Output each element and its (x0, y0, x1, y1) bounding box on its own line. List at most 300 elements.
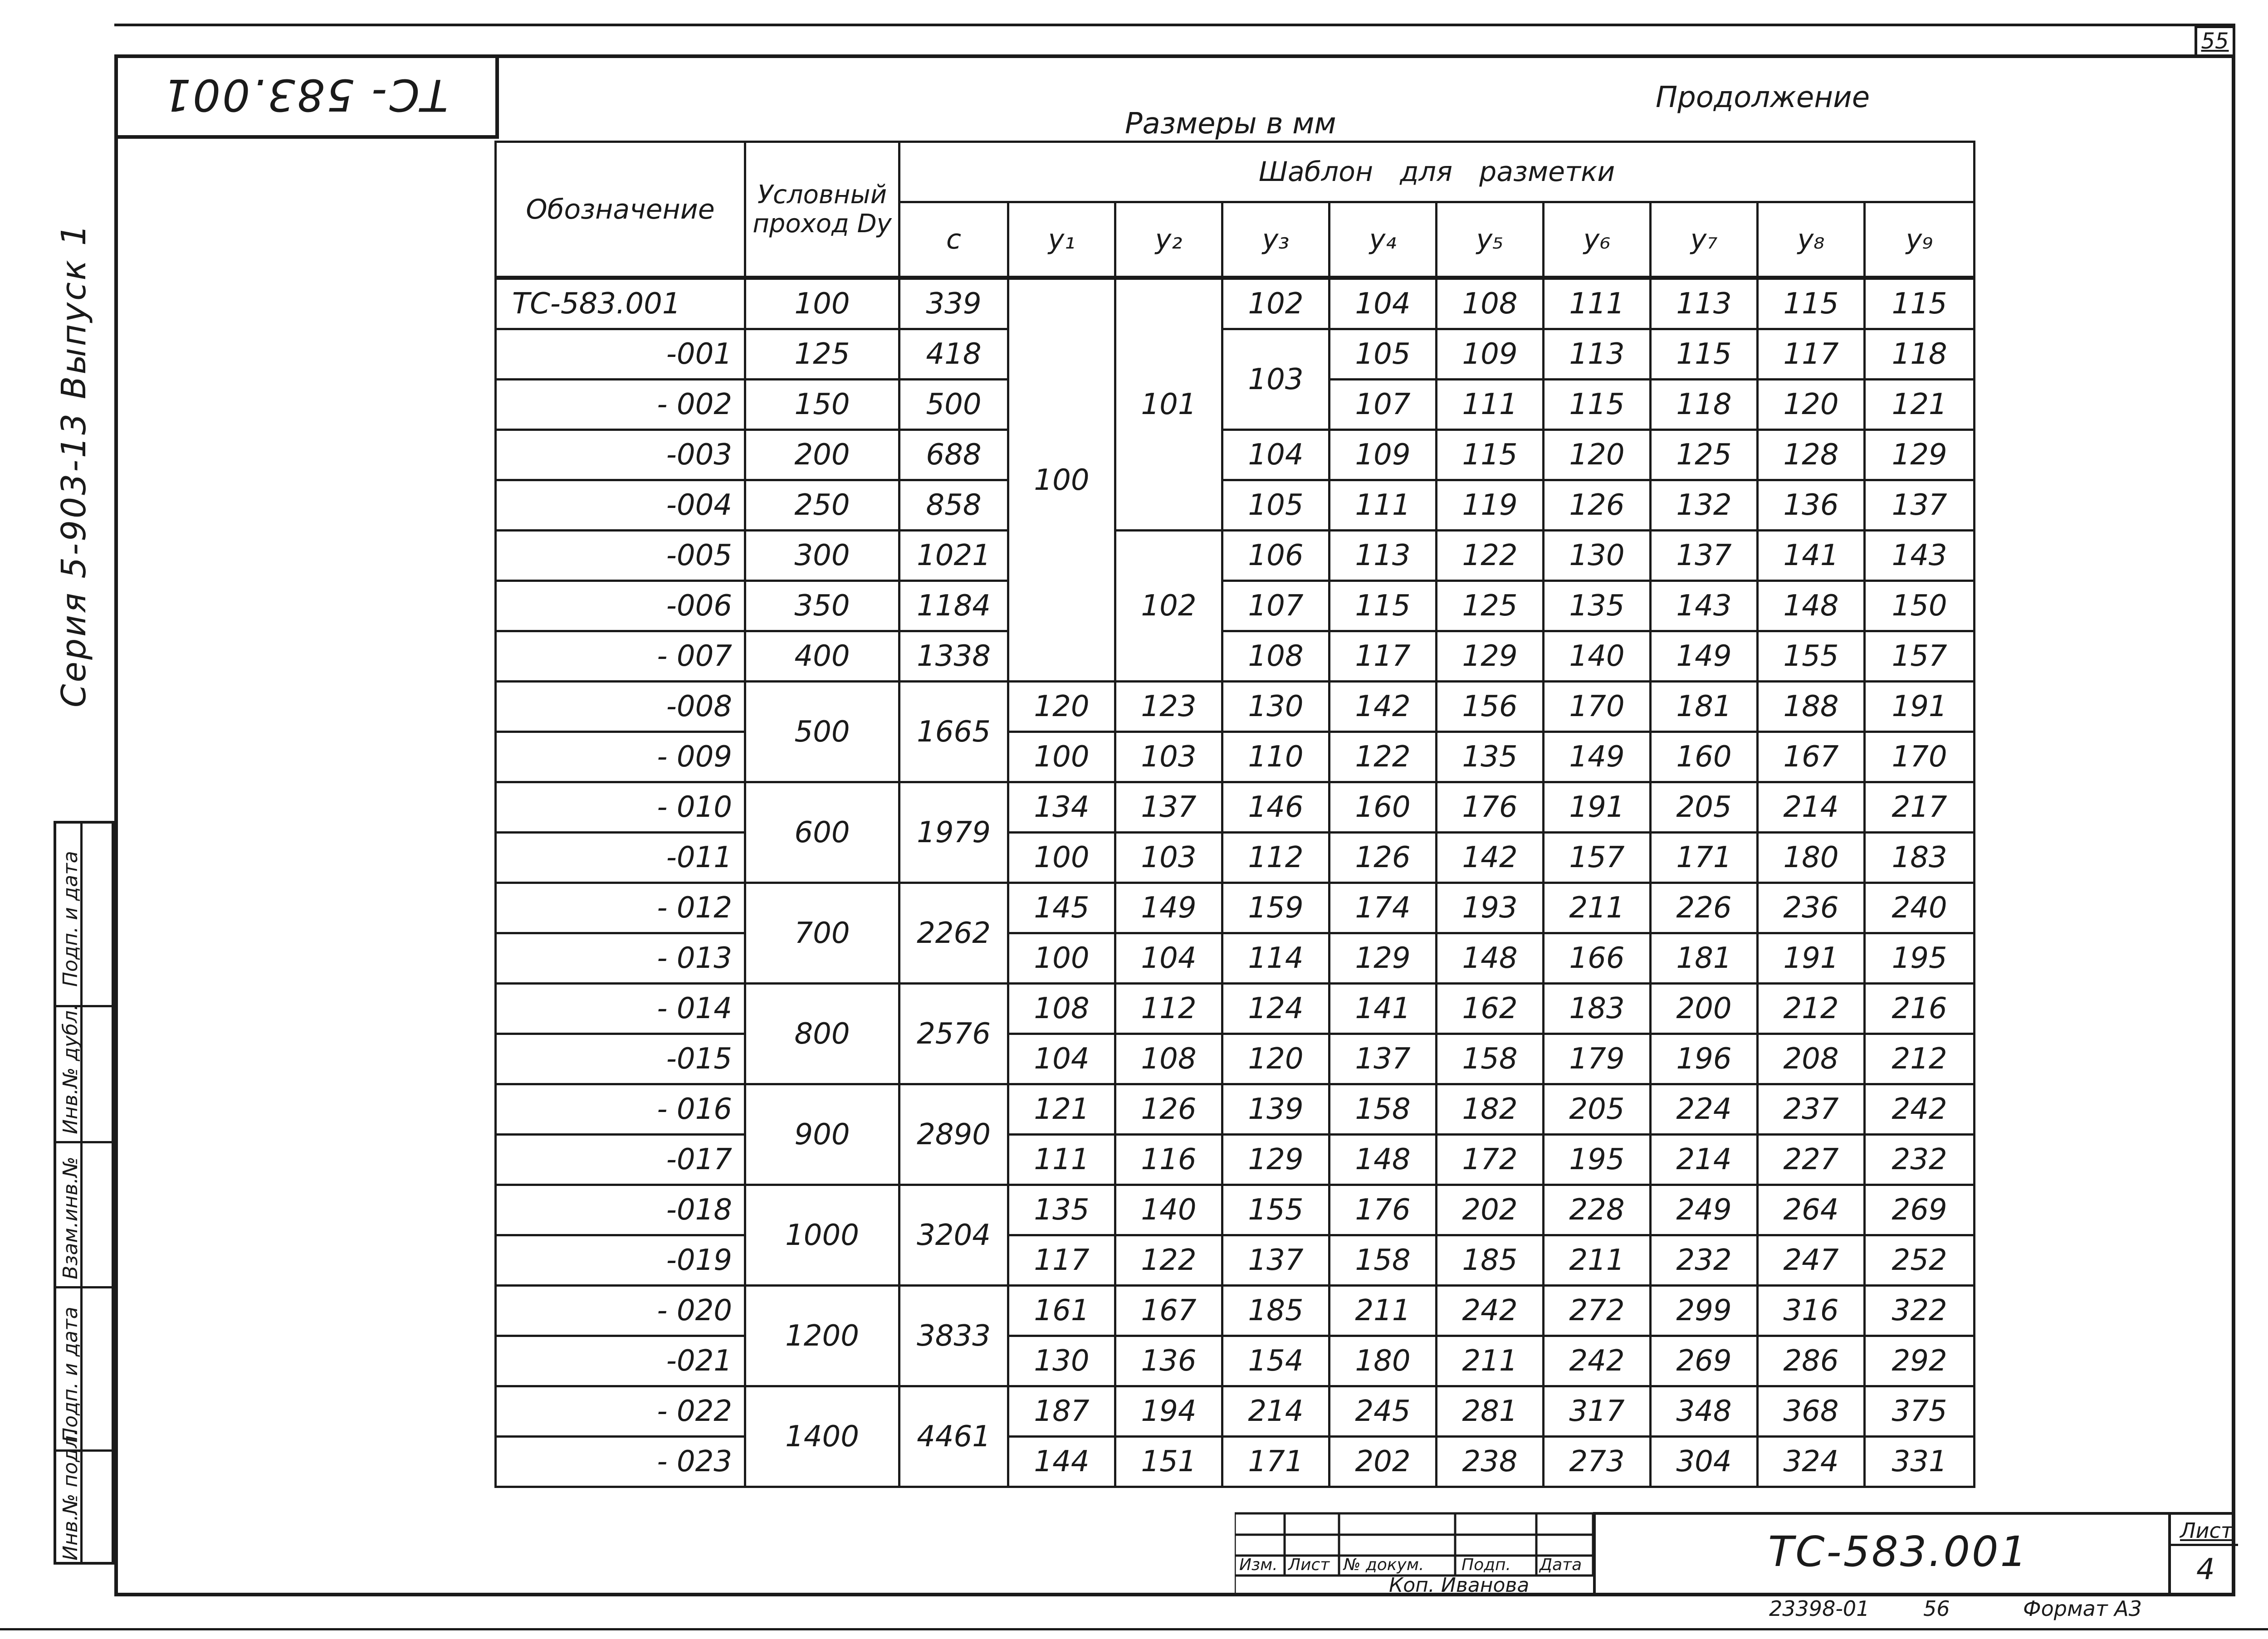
series-label: Серия 5-903-13 Выпуск 1 (54, 222, 93, 707)
side-signature-strip (54, 821, 114, 1565)
designation-cell: - 022 (496, 1386, 745, 1437)
y1-cell: 130 (1008, 1336, 1115, 1386)
y4-cell: 107 (1330, 380, 1437, 430)
y5-cell: 135 (1437, 732, 1544, 782)
y5-cell: 142 (1437, 833, 1544, 883)
y3-cell: 154 (1222, 1336, 1330, 1386)
sheet-number: 4 (2196, 1553, 2215, 1586)
y8-cell: 167 (1758, 732, 1865, 782)
y1-cell: 161 (1008, 1286, 1115, 1336)
dy-cell: 300 (745, 531, 899, 581)
bottom-border-line (0, 1628, 2268, 1630)
col-signature: Подп. (1461, 1556, 1511, 1574)
y8-cell: 316 (1758, 1286, 1865, 1336)
header-y2: y₂ (1115, 202, 1222, 278)
rotated-stamp (114, 54, 499, 139)
y3-cell: 110 (1222, 732, 1330, 782)
c-cell: 3204 (899, 1185, 1008, 1286)
y4-cell: 113 (1330, 531, 1437, 581)
y8-cell: 214 (1758, 782, 1865, 833)
y7-cell: 232 (1651, 1235, 1758, 1286)
y5-cell: 162 (1437, 984, 1544, 1034)
y4-cell: 158 (1330, 1235, 1437, 1286)
side-cell-1 (56, 824, 112, 1005)
y1-cell: 100 (1008, 833, 1115, 883)
y4-cell: 111 (1330, 480, 1437, 531)
y4-cell: 211 (1330, 1286, 1437, 1336)
table-row (496, 933, 1975, 984)
table-row (496, 833, 1975, 883)
header-designation: Обозначение (496, 142, 745, 278)
y3-cell: 214 (1222, 1386, 1330, 1437)
y3-cell: 106 (1222, 531, 1330, 581)
y3-cell: 102 (1222, 278, 1330, 329)
y6-cell: 149 (1544, 732, 1651, 782)
y4-cell: 109 (1330, 430, 1437, 480)
y7-cell: 118 (1651, 380, 1758, 430)
y4-cell: 117 (1330, 631, 1437, 682)
designation-cell: -001 (496, 329, 745, 380)
y8-cell: 324 (1758, 1437, 1865, 1487)
y7-cell: 137 (1651, 531, 1758, 581)
table-row (496, 1084, 1975, 1135)
y8-cell: 155 (1758, 631, 1865, 682)
y2-cell: 102 (1115, 531, 1222, 682)
title-code-box (1593, 1512, 2168, 1596)
y3-cell: 137 (1222, 1235, 1330, 1286)
table-row (496, 581, 1975, 631)
y6-cell: 211 (1544, 883, 1651, 933)
header-y3: y₃ (1222, 202, 1330, 278)
y7-cell: 143 (1651, 581, 1758, 631)
table-row (496, 1386, 1975, 1437)
dy-cell: 250 (745, 480, 899, 531)
y9-cell: 115 (1865, 278, 1975, 329)
y9-cell: 157 (1865, 631, 1975, 682)
y9-cell: 129 (1865, 430, 1975, 480)
y3-cell: 120 (1222, 1034, 1330, 1084)
y6-cell: 140 (1544, 631, 1651, 682)
y5-cell: 158 (1437, 1034, 1544, 1084)
y2-cell: 151 (1115, 1437, 1222, 1487)
c-cell: 2262 (899, 883, 1008, 984)
y6-cell: 317 (1544, 1386, 1651, 1437)
c-cell: 1021 (899, 531, 1008, 581)
side-cell-2 (56, 1005, 112, 1141)
c-cell: 418 (899, 329, 1008, 380)
y7-cell: 205 (1651, 782, 1758, 833)
y9-cell: 121 (1865, 380, 1975, 430)
y3-cell: 139 (1222, 1084, 1330, 1135)
y2-cell: 149 (1115, 883, 1222, 933)
designation-cell: -004 (496, 480, 745, 531)
designation-cell: - 007 (496, 631, 745, 682)
y2-cell: 116 (1115, 1135, 1222, 1185)
y2-cell: 101 (1115, 278, 1222, 531)
y3-cell: 129 (1222, 1135, 1330, 1185)
y8-cell: 236 (1758, 883, 1865, 933)
designation-cell: - 012 (496, 883, 745, 933)
y5-cell: 119 (1437, 480, 1544, 531)
y5-cell: 148 (1437, 933, 1544, 984)
y6-cell: 242 (1544, 1336, 1651, 1386)
y8-cell: 128 (1758, 430, 1865, 480)
table-row (496, 1437, 1975, 1487)
c-cell: 858 (899, 480, 1008, 531)
y5-cell: 156 (1437, 682, 1544, 732)
y2-cell: 126 (1115, 1084, 1222, 1135)
y8-cell: 148 (1758, 581, 1865, 631)
y4-cell: 202 (1330, 1437, 1437, 1487)
table-row (496, 732, 1975, 782)
y8-cell: 264 (1758, 1185, 1865, 1235)
header-c: с (899, 202, 1008, 278)
designation-cell: - 010 (496, 782, 745, 833)
y3-cell: 171 (1222, 1437, 1330, 1487)
y1-cell: 187 (1008, 1386, 1115, 1437)
y4-cell: 180 (1330, 1336, 1437, 1386)
dy-cell: 1000 (745, 1185, 899, 1286)
y2-cell: 108 (1115, 1034, 1222, 1084)
designation-cell: - 009 (496, 732, 745, 782)
y4-cell: 141 (1330, 984, 1437, 1034)
header-y4: y₄ (1330, 202, 1437, 278)
y7-cell: 299 (1651, 1286, 1758, 1336)
y2-cell: 137 (1115, 782, 1222, 833)
dy-cell: 350 (745, 581, 899, 631)
col-date: Дата (1540, 1556, 1582, 1574)
dy-cell: 125 (745, 329, 899, 380)
y4-cell: 104 (1330, 278, 1437, 329)
y5-cell: 109 (1437, 329, 1544, 380)
y9-cell: 252 (1865, 1235, 1975, 1286)
designation-cell: -008 (496, 682, 745, 732)
y4-cell: 245 (1330, 1386, 1437, 1437)
y2-cell: 194 (1115, 1386, 1222, 1437)
y2-cell: 122 (1115, 1235, 1222, 1286)
col-doc-number: № докум. (1344, 1556, 1424, 1574)
y5-cell: 238 (1437, 1437, 1544, 1487)
y8-cell: 247 (1758, 1235, 1865, 1286)
y8-cell: 208 (1758, 1034, 1865, 1084)
y9-cell: 331 (1865, 1437, 1975, 1487)
side-cell-5 (56, 1429, 112, 1565)
y1-cell: 117 (1008, 1235, 1115, 1286)
y1-cell: 100 (1008, 933, 1115, 984)
y4-cell: 105 (1330, 329, 1437, 380)
y8-cell: 120 (1758, 380, 1865, 430)
table-row (496, 984, 1975, 1034)
designation-cell: -005 (496, 531, 745, 581)
y6-cell: 166 (1544, 933, 1651, 984)
designation-cell: -006 (496, 581, 745, 631)
y5-cell: 115 (1437, 430, 1544, 480)
y6-cell: 228 (1544, 1185, 1651, 1235)
y4-cell: 158 (1330, 1084, 1437, 1135)
y7-cell: 224 (1651, 1084, 1758, 1135)
y9-cell: 242 (1865, 1084, 1975, 1135)
y7-cell: 226 (1651, 883, 1758, 933)
y7-cell: 171 (1651, 833, 1758, 883)
y1-cell: 100 (1008, 278, 1115, 682)
sheet-label: Лист (2180, 1518, 2233, 1543)
y2-cell: 104 (1115, 933, 1222, 984)
c-cell: 500 (899, 380, 1008, 430)
table-row (496, 883, 1975, 933)
designation-cell: - 002 (496, 380, 745, 430)
y9-cell: 143 (1865, 531, 1975, 581)
y3-cell: 124 (1222, 984, 1330, 1034)
dy-cell: 700 (745, 883, 899, 984)
designation-cell: ТС-583.001 (496, 278, 745, 329)
y6-cell: 179 (1544, 1034, 1651, 1084)
revision-grid (1235, 1512, 1593, 1597)
c-cell: 1979 (899, 782, 1008, 883)
y7-cell: 181 (1651, 682, 1758, 732)
table-row (496, 1034, 1975, 1084)
y5-cell: 242 (1437, 1286, 1544, 1336)
table-row (496, 1286, 1975, 1336)
y2-cell: 140 (1115, 1185, 1222, 1235)
y3-cell: 155 (1222, 1185, 1330, 1235)
y8-cell: 180 (1758, 833, 1865, 883)
y3-cell: 130 (1222, 682, 1330, 732)
y4-cell: 176 (1330, 1185, 1437, 1235)
y6-cell: 195 (1544, 1135, 1651, 1185)
y5-cell: 125 (1437, 581, 1544, 631)
y9-cell: 240 (1865, 883, 1975, 933)
table-row (496, 682, 1975, 732)
top-sheet-number: 55 (2195, 25, 2235, 54)
y4-cell: 142 (1330, 682, 1437, 732)
y7-cell: 115 (1651, 329, 1758, 380)
y8-cell: 191 (1758, 933, 1865, 984)
y8-cell: 141 (1758, 531, 1865, 581)
y8-cell: 227 (1758, 1135, 1865, 1185)
table-row (496, 1185, 1975, 1235)
y7-cell: 249 (1651, 1185, 1758, 1235)
y5-cell: 182 (1437, 1084, 1544, 1135)
y9-cell: 216 (1865, 984, 1975, 1034)
table-row (496, 1336, 1975, 1386)
y5-cell: 176 (1437, 782, 1544, 833)
y1-cell: 135 (1008, 1185, 1115, 1235)
designation-cell: - 020 (496, 1286, 745, 1336)
y5-cell: 185 (1437, 1235, 1544, 1286)
y8-cell: 237 (1758, 1084, 1865, 1135)
y3-cell: 105 (1222, 480, 1330, 531)
dy-cell: 600 (745, 782, 899, 883)
y7-cell: 200 (1651, 984, 1758, 1034)
y1-cell: 134 (1008, 782, 1115, 833)
y7-cell: 125 (1651, 430, 1758, 480)
y5-cell: 122 (1437, 531, 1544, 581)
y3-cell: 114 (1222, 933, 1330, 984)
side-label-2: Подп. и дата (59, 1307, 82, 1443)
table-row (496, 1235, 1975, 1286)
y1-cell: 145 (1008, 883, 1115, 933)
y7-cell: 149 (1651, 631, 1758, 682)
designation-cell: - 023 (496, 1437, 745, 1487)
header-nominal-bore: Условный проход Dy (745, 142, 899, 278)
c-cell: 2890 (899, 1084, 1008, 1185)
y1-cell: 108 (1008, 984, 1115, 1034)
header-y1: y₁ (1008, 202, 1115, 278)
y7-cell: 269 (1651, 1336, 1758, 1386)
y9-cell: 195 (1865, 933, 1975, 984)
format-label: Формат А3 (2023, 1596, 2142, 1621)
y1-cell: 104 (1008, 1034, 1115, 1084)
y5-cell: 281 (1437, 1386, 1544, 1437)
y9-cell: 232 (1865, 1135, 1975, 1185)
dy-cell: 900 (745, 1084, 899, 1185)
y4-cell: 174 (1330, 883, 1437, 933)
y8-cell: 188 (1758, 682, 1865, 732)
y9-cell: 170 (1865, 732, 1975, 782)
table-row (496, 782, 1975, 833)
y6-cell: 273 (1544, 1437, 1651, 1487)
designation-cell: - 014 (496, 984, 745, 1034)
y9-cell: 137 (1865, 480, 1975, 531)
c-cell: 1665 (899, 682, 1008, 782)
y9-cell: 118 (1865, 329, 1975, 380)
y5-cell: 108 (1437, 278, 1544, 329)
c-cell: 688 (899, 430, 1008, 480)
c-cell: 339 (899, 278, 1008, 329)
table-row (496, 430, 1975, 480)
y6-cell: 130 (1544, 531, 1651, 581)
y3-cell: 112 (1222, 833, 1330, 883)
y6-cell: 115 (1544, 380, 1651, 430)
designation-cell: -021 (496, 1336, 745, 1386)
y3-cell: 159 (1222, 883, 1330, 933)
c-cell: 4461 (899, 1386, 1008, 1487)
y4-cell: 137 (1330, 1034, 1437, 1084)
y3-cell: 104 (1222, 430, 1330, 480)
y2-cell: 103 (1115, 833, 1222, 883)
dimensions-table (494, 141, 1975, 1488)
col-list: Лист (1288, 1556, 1330, 1574)
y1-cell: 144 (1008, 1437, 1115, 1487)
table-row (496, 1135, 1975, 1185)
y1-cell: 120 (1008, 682, 1115, 732)
y4-cell: 129 (1330, 933, 1437, 984)
y9-cell: 217 (1865, 782, 1975, 833)
header-template: Шаблон для разметки (899, 142, 1975, 202)
y8-cell: 115 (1758, 278, 1865, 329)
y5-cell: 111 (1437, 380, 1544, 430)
table-row (496, 480, 1975, 531)
top-border-line (114, 24, 2235, 26)
y7-cell: 348 (1651, 1386, 1758, 1437)
header-row-1 (496, 142, 1975, 202)
dy-cell: 500 (745, 682, 899, 782)
y9-cell: 183 (1865, 833, 1975, 883)
designation-cell: -011 (496, 833, 745, 883)
y4-cell: 115 (1330, 581, 1437, 631)
y9-cell: 322 (1865, 1286, 1975, 1336)
y6-cell: 272 (1544, 1286, 1651, 1336)
header-y6: y₆ (1544, 202, 1651, 278)
units-label: Размеры в мм (1125, 107, 1336, 141)
y2-cell: 103 (1115, 732, 1222, 782)
y2-cell: 136 (1115, 1336, 1222, 1386)
y3-cell: 108 (1222, 631, 1330, 682)
y5-cell: 172 (1437, 1135, 1544, 1185)
table-row (496, 278, 1975, 329)
col-izm: Изм. (1239, 1556, 1278, 1574)
y2-cell: 112 (1115, 984, 1222, 1034)
y7-cell: 214 (1651, 1135, 1758, 1185)
y6-cell: 157 (1544, 833, 1651, 883)
side-label-5: Подп. и дата (59, 851, 82, 987)
y1-cell: 111 (1008, 1135, 1115, 1185)
y7-cell: 113 (1651, 278, 1758, 329)
y6-cell: 205 (1544, 1084, 1651, 1135)
c-cell: 2576 (899, 984, 1008, 1084)
side-label-4: Инв.№ дубл. (59, 1004, 82, 1134)
dy-cell: 150 (745, 380, 899, 430)
designation-cell: - 013 (496, 933, 745, 984)
table-row (496, 531, 1975, 581)
side-cell-3 (56, 1141, 112, 1286)
y6-cell: 170 (1544, 682, 1651, 732)
y7-cell: 196 (1651, 1034, 1758, 1084)
y9-cell: 375 (1865, 1386, 1975, 1437)
y2-cell: 123 (1115, 682, 1222, 732)
table-row (496, 631, 1975, 682)
designation-cell: -017 (496, 1135, 745, 1185)
dy-cell: 800 (745, 984, 899, 1084)
c-cell: 3833 (899, 1286, 1008, 1386)
y6-cell: 111 (1544, 278, 1651, 329)
y8-cell: 286 (1758, 1336, 1865, 1386)
designation-cell: -003 (496, 430, 745, 480)
designation-cell: -019 (496, 1235, 745, 1286)
designation-cell: -015 (496, 1034, 745, 1084)
header-y7: y₇ (1651, 202, 1758, 278)
stamp-code: ТС- 583.001 (161, 69, 448, 120)
y7-cell: 304 (1651, 1437, 1758, 1487)
y6-cell: 191 (1544, 782, 1651, 833)
page-number: 56 (1923, 1596, 1950, 1621)
y4-cell: 126 (1330, 833, 1437, 883)
dy-cell: 200 (745, 430, 899, 480)
continuation-label: Продолжение (1656, 81, 1870, 114)
y6-cell: 126 (1544, 480, 1651, 531)
table-row (496, 329, 1975, 380)
y1-cell: 121 (1008, 1084, 1115, 1135)
side-label-1: Инв.№ подл. (59, 1429, 82, 1561)
y9-cell: 269 (1865, 1185, 1975, 1235)
c-cell: 1184 (899, 581, 1008, 631)
header-y5: y₅ (1437, 202, 1544, 278)
dy-cell: 400 (745, 631, 899, 682)
y5-cell: 211 (1437, 1336, 1544, 1386)
y3-cell: 146 (1222, 782, 1330, 833)
y7-cell: 132 (1651, 480, 1758, 531)
c-cell: 1338 (899, 631, 1008, 682)
y9-cell: 150 (1865, 581, 1975, 631)
side-cell-4 (56, 1286, 112, 1449)
y6-cell: 211 (1544, 1235, 1651, 1286)
y6-cell: 183 (1544, 984, 1651, 1034)
dy-cell: 100 (745, 278, 899, 329)
header-y8: y₈ (1758, 202, 1865, 278)
dy-cell: 1200 (745, 1286, 899, 1386)
y5-cell: 129 (1437, 631, 1544, 682)
title-code: ТС-583.001 (1768, 1527, 2029, 1576)
